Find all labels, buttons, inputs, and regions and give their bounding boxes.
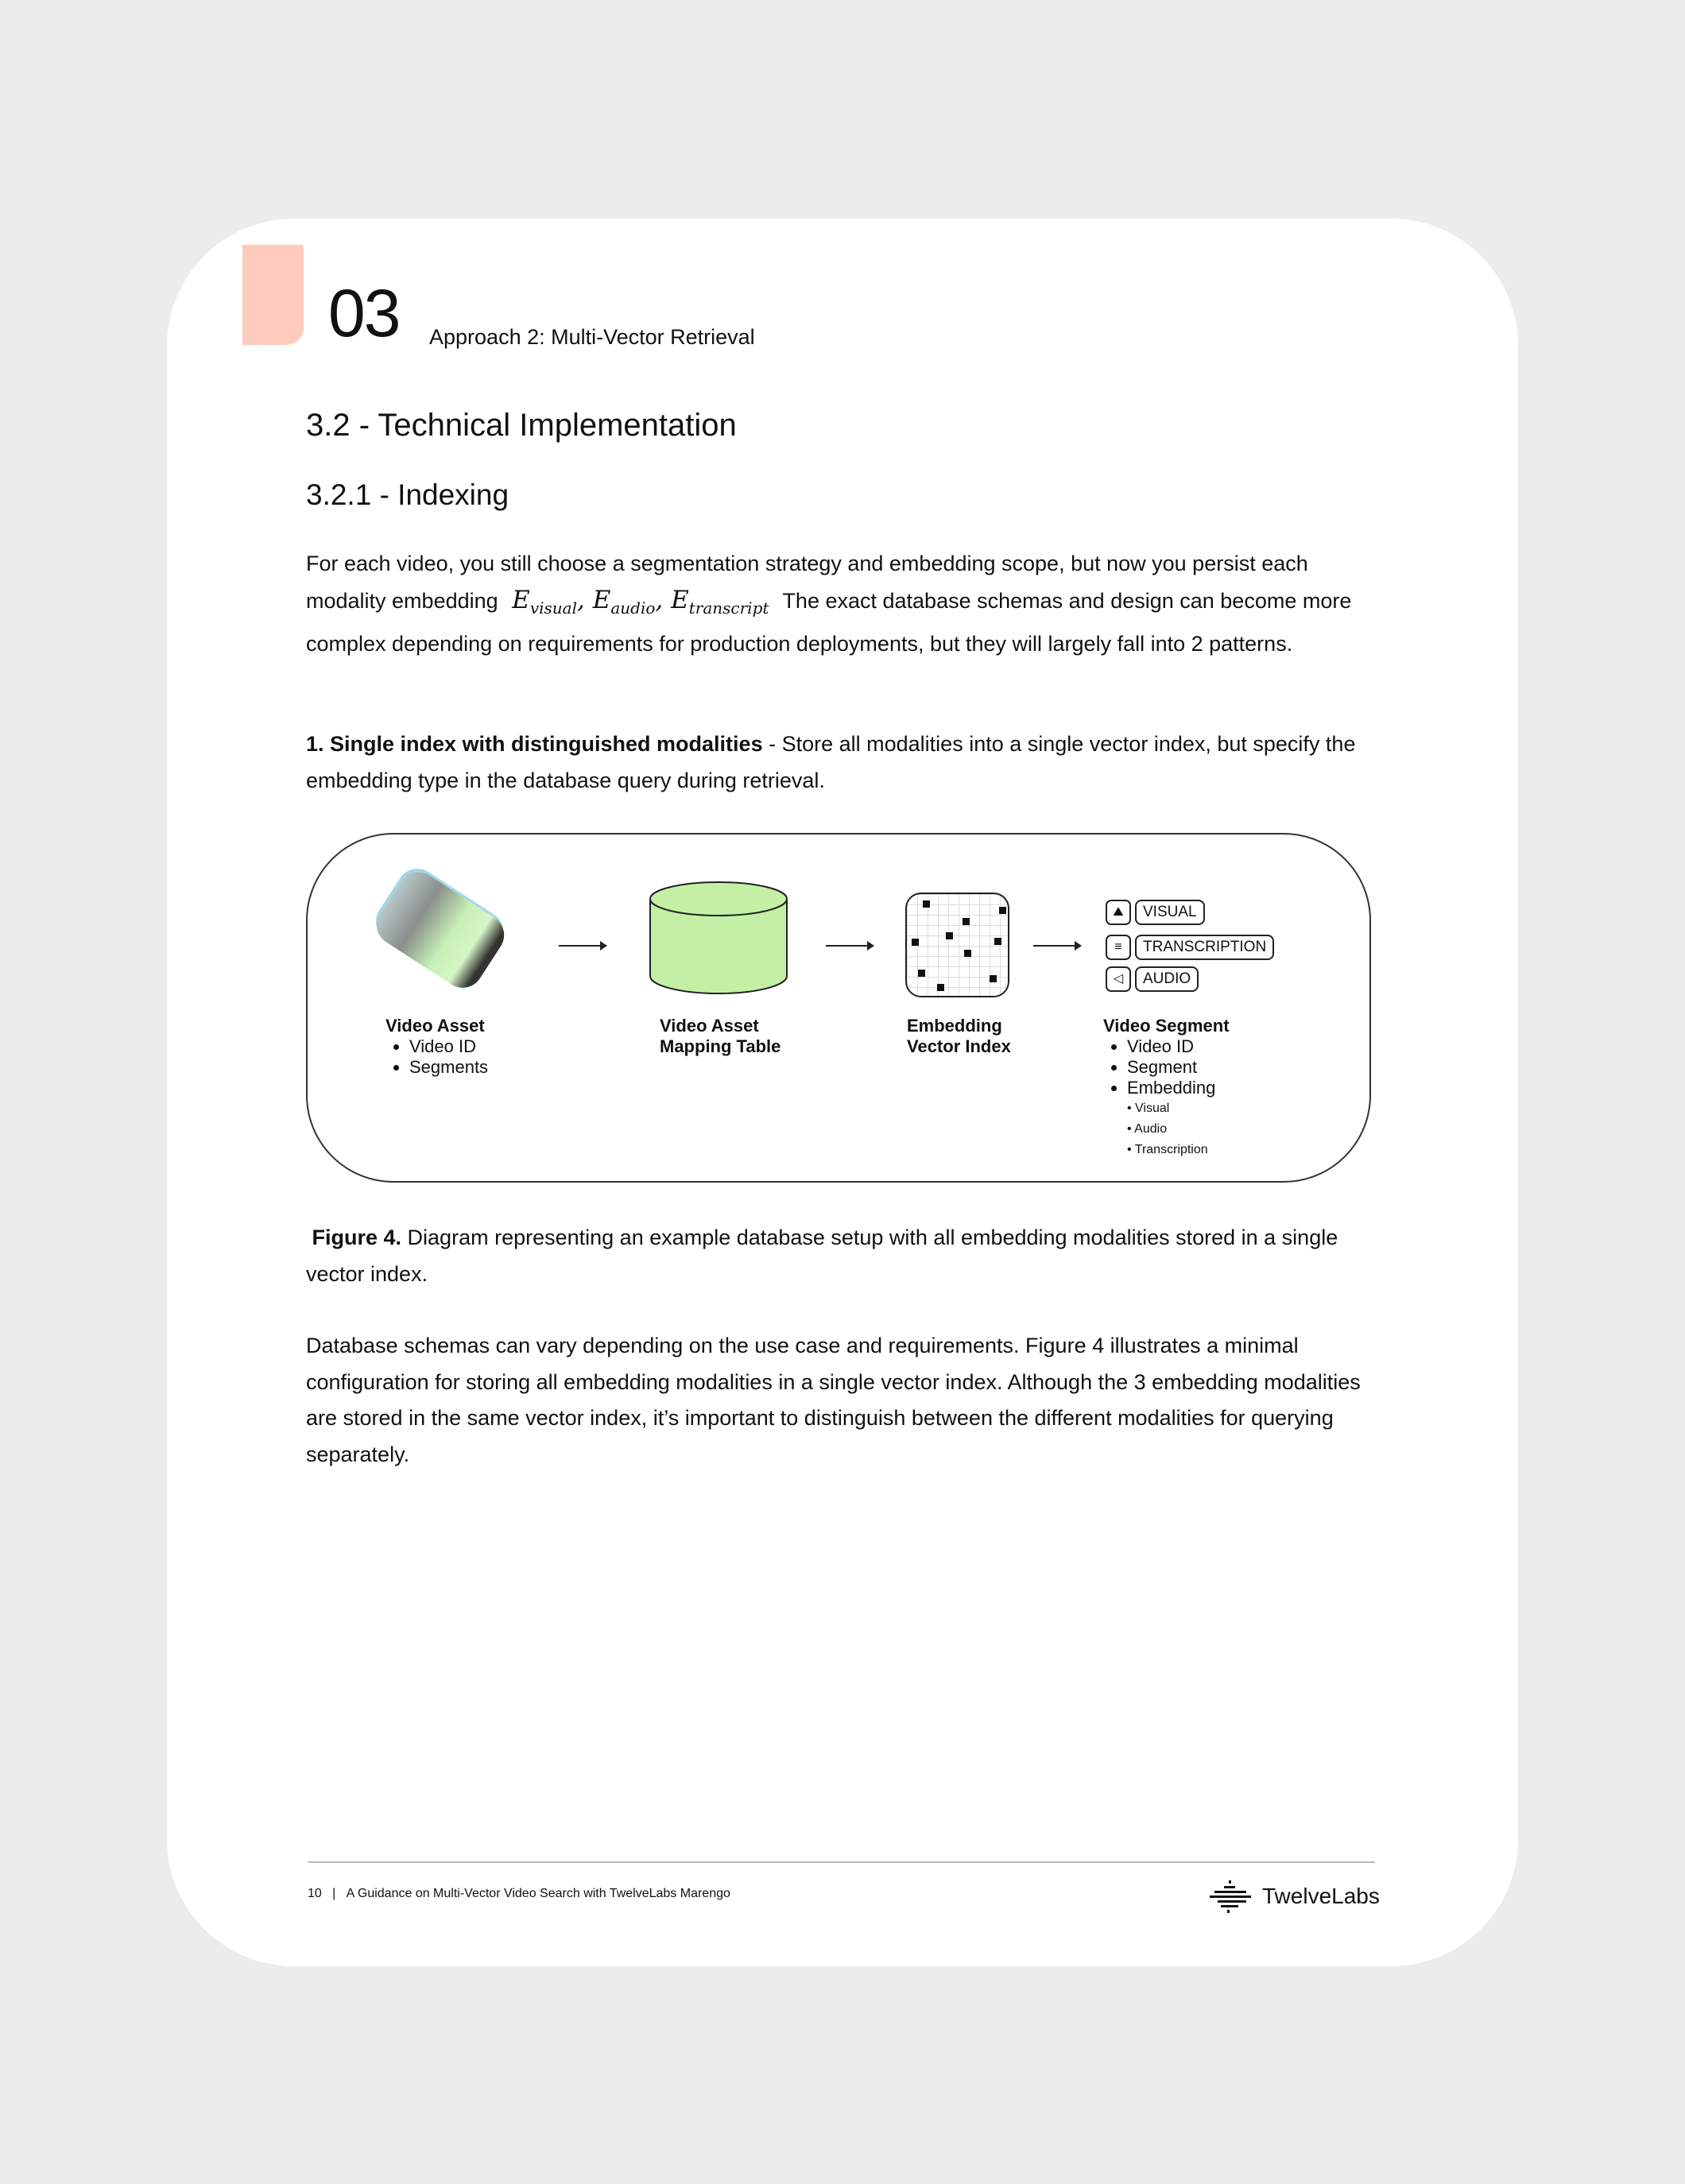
tag-audio: AUDIO <box>1135 966 1199 992</box>
database-cylinder-icon <box>648 881 789 997</box>
logo-mark-icon <box>1208 1879 1254 1914</box>
footer-divider <box>308 1861 1375 1863</box>
intro-text: For each video, you still choose a segmentation strategy and embedding scope, but now you persist each modality embedding <box>306 552 1308 613</box>
vector-index-label: Embedding Vector Index <box>907 1016 1011 1056</box>
tag-transcription: TRANSCRIPTION <box>1135 935 1274 960</box>
chapter-tab-marker <box>242 245 304 345</box>
database-diagram <box>306 833 1371 1183</box>
page-number: 10 <box>308 1887 322 1900</box>
vector-index-grid-icon <box>905 893 1009 997</box>
video-asset-label: Video Asset • Video ID • Segments <box>385 1016 488 1078</box>
video-segment-label: Video Segment • Video ID • Segment • Embedding • Visual • Audio • Transcription <box>1103 1016 1230 1160</box>
section-title: 3.2 - Technical Implementation <box>306 408 737 443</box>
pattern-title: 1. Single index with distinguished modalities <box>306 732 763 756</box>
text-lines-icon: ≡ <box>1106 935 1131 960</box>
video-asset-image <box>369 864 512 996</box>
arrow-icon <box>559 945 606 947</box>
caption-label: Figure 4. <box>312 1226 402 1249</box>
figure-caption <box>306 1220 1379 1292</box>
paragraph-pattern-1 <box>306 726 1379 799</box>
pattern-text: - Store all modalities into a single vector index, but specify the embedding type in the database query during retrieval. <box>306 732 1356 792</box>
speaker-icon: ◁ <box>1106 966 1131 992</box>
arrow-icon <box>826 945 873 947</box>
tag-visual: VISUAL <box>1135 900 1205 925</box>
chapter-title: Approach 2: Multi-Vector Retrieval <box>429 325 755 349</box>
paragraph-intro <box>306 546 1379 663</box>
chapter-number: 03 <box>328 276 400 350</box>
image-icon: ⛰ <box>1106 900 1131 925</box>
document-title: A Guidance on Multi-Vector Video Search with TwelveLabs Marengo <box>346 1887 730 1900</box>
twelvelabs-logo: TwelveLabs <box>1208 1879 1380 1914</box>
paragraph-schemas: Database schemas can vary depending on the use case and requirements. Figure 4 illustrates a minimal configuration for storing all embedding modalities in a single vector index. Although the 3 embedding modalities are stored in the same vector index, it’s important to distinguish between the different modalities for querying separately. <box>306 1334 1361 1466</box>
subsection-title: 3.2.1 - Indexing <box>306 478 509 511</box>
math-formula: $E_{visual}$, $E_{audio}$, $E_{transcript}$ <box>512 585 769 618</box>
arrow-icon <box>1033 945 1081 947</box>
intro-text-cont: The exact database schemas and design can become more complex depending on requirements for production deployments, but they will largely fall into 2 patterns. <box>306 588 1352 656</box>
caption-text: Diagram representing an example database setup with all embedding modalities stored in a single vector index. <box>306 1226 1338 1286</box>
mapping-table-label: Video Asset Mapping Table <box>660 1016 781 1056</box>
footer-text: 10 | A Guidance on Multi-Vector Video Search with TwelveLabs Marengo <box>308 1887 730 1900</box>
